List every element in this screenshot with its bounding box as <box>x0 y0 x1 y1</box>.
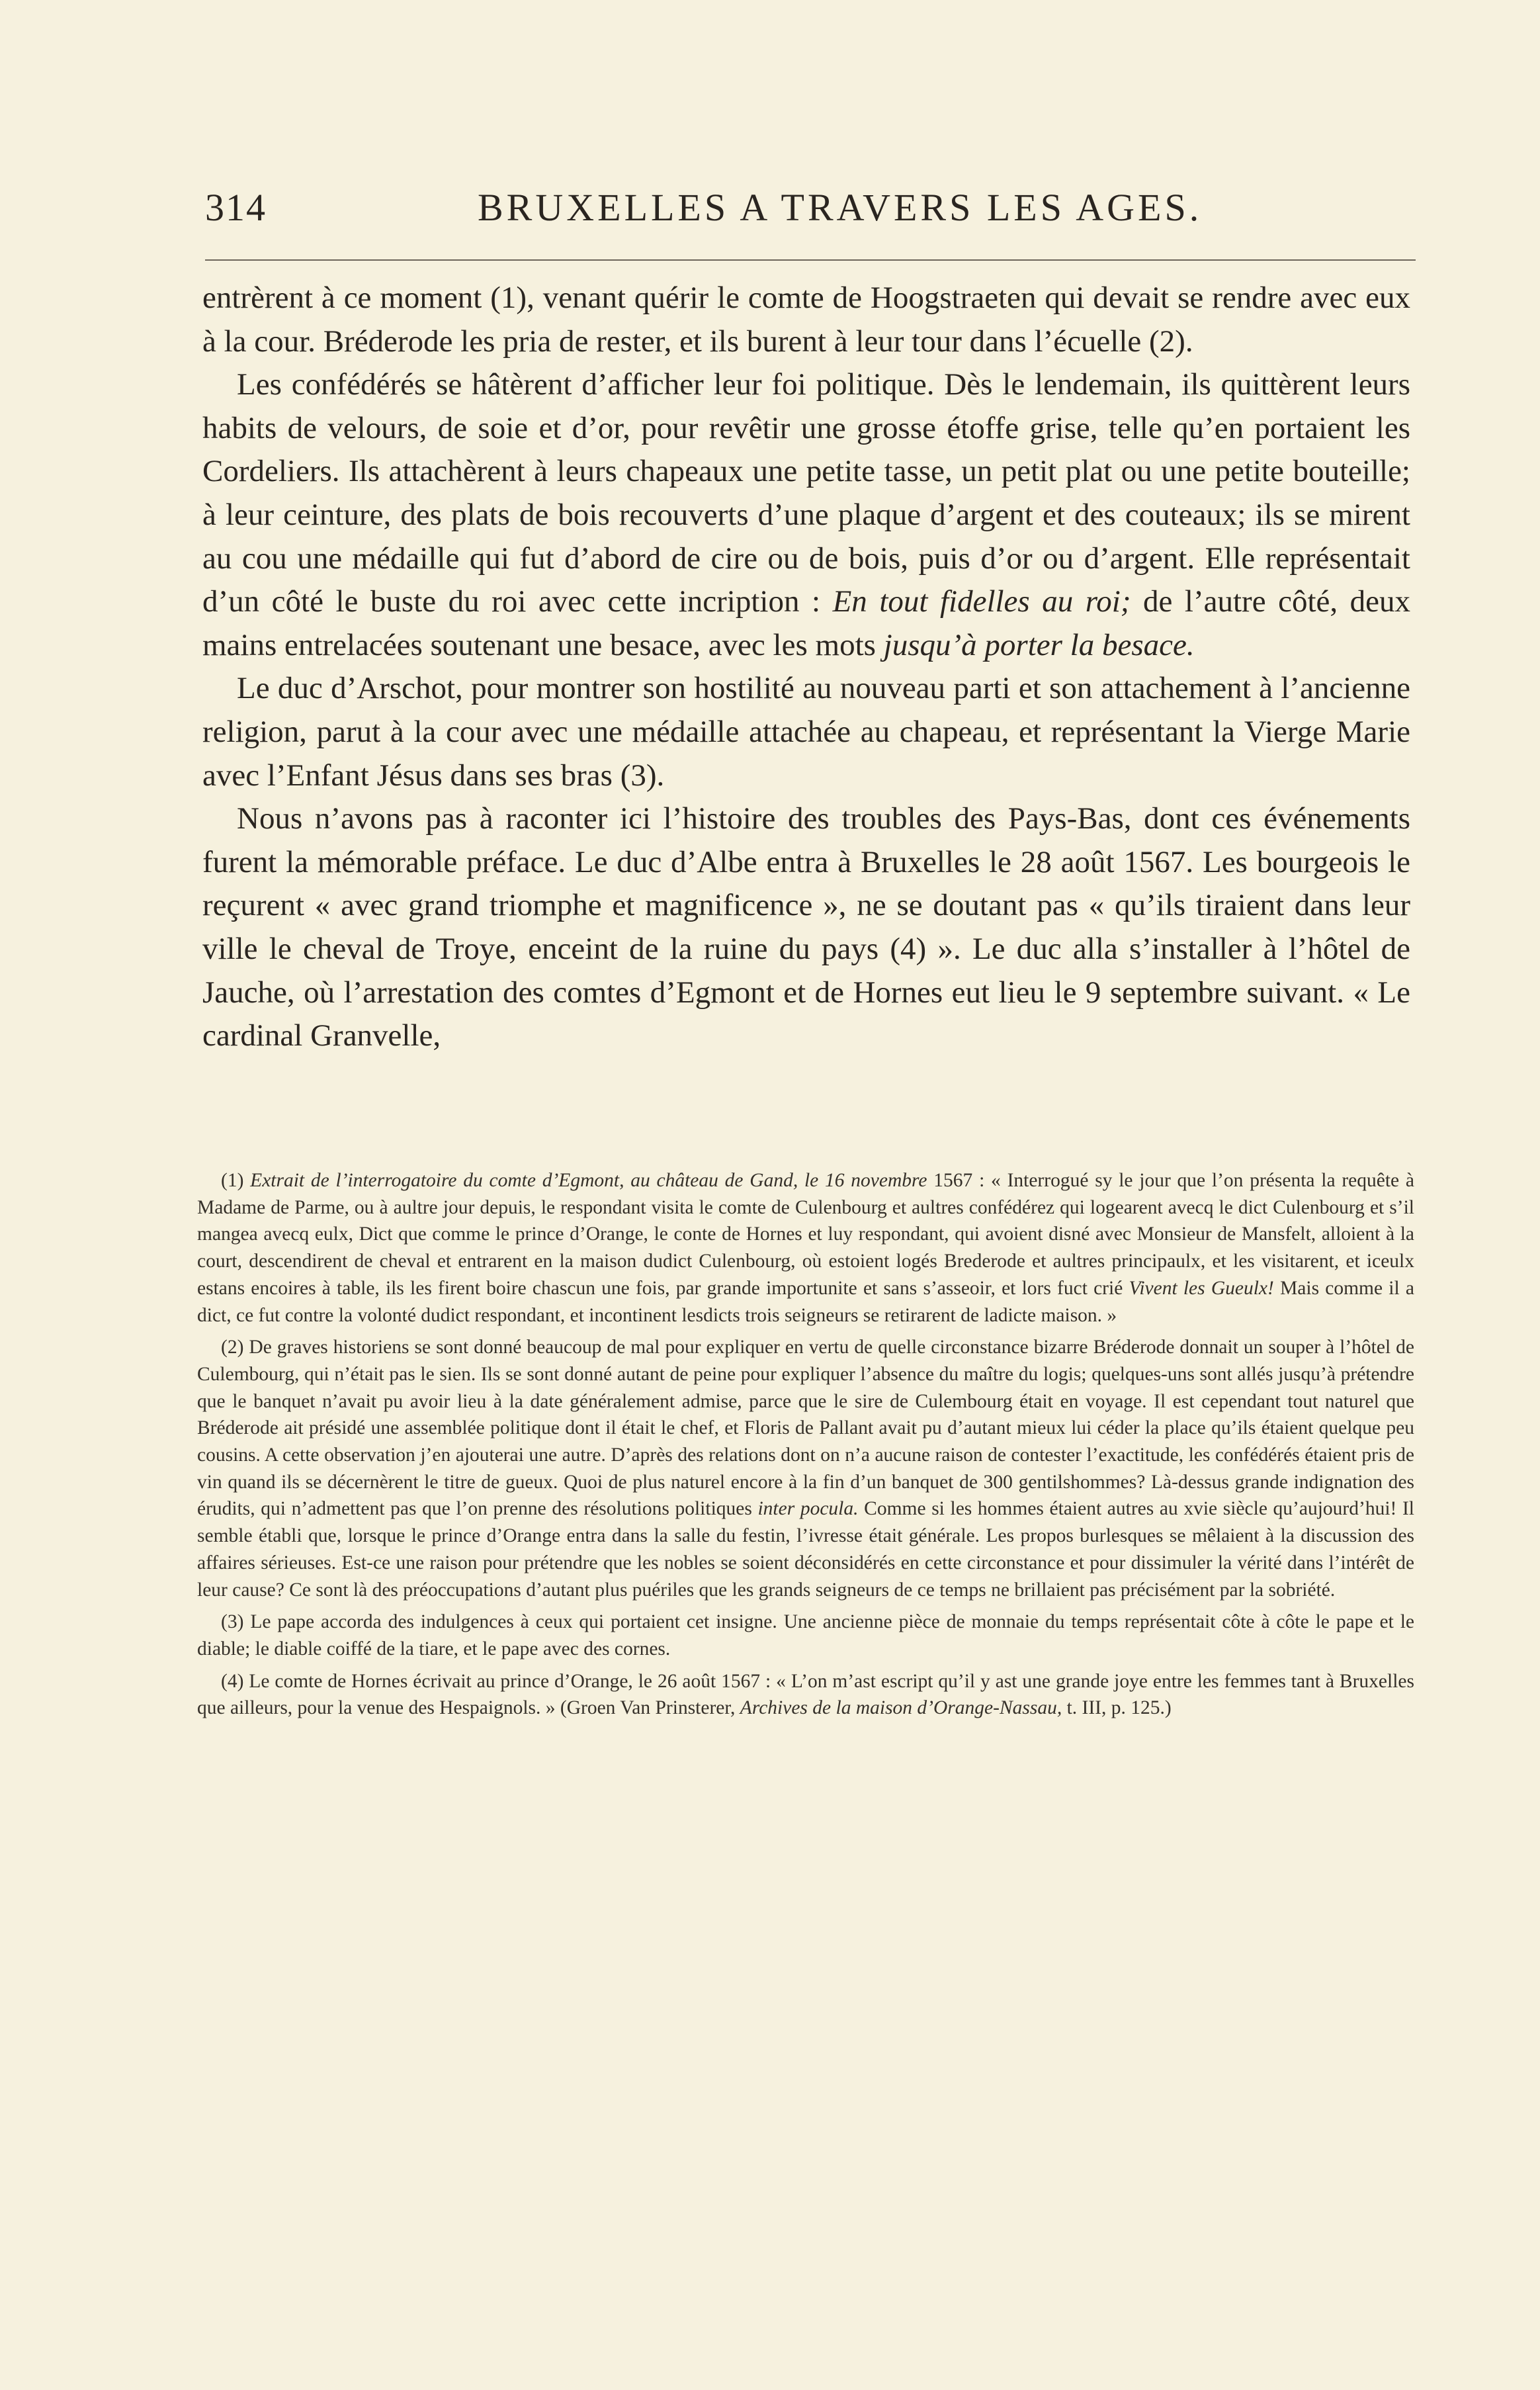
footnote <box>197 1167 1414 1329</box>
italic-text: inter pocula. <box>757 1498 859 1520</box>
italic-text: Archives de la maison d’Orange-Nassau, <box>740 1697 1062 1719</box>
body-paragraph <box>202 667 1410 797</box>
text-run: Comme si les hommes étaient autres au xvie siècle qu’aujourd’hui! Il semble établi que, lorsque le prince d’Orange entra dans la salle du festin, l’ivresse était générale. Les propos burlesques se mêlaient à la discussion des affaires sérieuses. Est-ce une raison pour prétendre que les nobles se soient déconsidérés en cette circonstance et pour dissimuler la vérité dans l’intérêt de leur cause? Ce sont là des préoccupations d’autant plus puériles que les grands seigneurs de ce temps ne brillaient pas précisément par la sobriété. <box>197 1498 1414 1601</box>
text-run: t. III, p. 125.) <box>1062 1697 1172 1719</box>
running-title: BRUXELLES A TRAVERS LES AGES. <box>478 186 1203 229</box>
page-number: 314 <box>205 186 267 229</box>
body-paragraph <box>202 363 1410 667</box>
italic-text: En tout fidelles au roi; <box>832 584 1131 619</box>
text-run: 1567 : « Interrogué sy le jour que l’on présenta la requête à Madame de Parme, ou à aultre jour depuis, le respondant visita le comte de Culenbourg et aultres confédérez qui logearent avecq le dict Culenbourg et s’il mangea avecq eulx, Dict que comme le prince d’Orange, le conte de Hornes et luy respondant, qui avoient disné avec Monsieur de Mansfelt, alloient à la court, descendirent de cheval et entrarent en la maison dudict Culenbourg, où estoient logés Brederode et aultres principaulx, et les visitarent, et iceulx estans encoires à table, ils les firent boire chascun une fois, par grande importunite et sans s’asseoir, et lors fuct crié <box>197 1170 1414 1299</box>
text-run: Nous n’avons pas à raconter ici l’histoire des troubles des Pays-Bas, dont ces événements furent la mémorable préface. Le duc d’Albe entra à Bruxelles le 28 août 1567. Les bourgeois le reçurent « avec grand triomphe et magnificence », ne se doutant pas « qu’ils tiraient dans leur ville le cheval de Troye, enceint de la ruine du pays (4) ». Le duc alla s’installer à l’hôtel de Jauche, où l’arrestation des comtes d’Egmont et de Hornes eut lieu le 9 septembre suivant. « Le cardinal Granvelle, <box>202 801 1410 1053</box>
page-header <box>205 179 1416 238</box>
italic-text: Vivent les Gueulx! <box>1129 1277 1274 1299</box>
text-run: (3) Le pape accorda des indulgences à ceux qui portaient cet insigne. Une ancienne pièce de monnaie du temps représentait côte à côte le pape et le diable; le diable coiffé de la tiare, et le pape avec des cornes. <box>197 1611 1414 1660</box>
text-run: de l’autre côté, deux mains entrelacées soutenant une besace, avec les mots <box>202 584 1410 662</box>
body-paragraph <box>202 797 1410 1058</box>
text-run: (2) De graves historiens se sont donné beaucoup de mal pour expliquer en vertu de quelle circonstance bizarre Bréderode donnait un souper à l’hôtel de Culembourg, qui n’était pas le sien. Ils se sont donné autant de peine pour expliquer l’absence du maître du logis; quelques-uns sont allés jusqu’à prétendre que le banquet n’avait pu avoir lieu à la date généralement admise, parce que le sire de Culembourg était en voyage. Il est cependant tout naturel que Bréderode ait présidé une assemblée politique dont il était le chef, et Floris de Pallant avait pu d’autant mieux lui céder la place qu’ils étaient quelque peu cousins. A cette observation j’en ajouterai une autre. D’après des relations dont on n’a aucune raison de contester l’exactitude, les confédérés étaient pris de vin quand ils se décernèrent le titre de gueux. Quoi de plus naturel encore à la fin d’un banquet de 300 gentilshommes? Là-dessus grande indignation des érudits, qui n’admettent pas que l’on prenne des résolutions politiques <box>197 1337 1414 1520</box>
footnote <box>197 1668 1414 1722</box>
footnote <box>197 1334 1414 1603</box>
footnote <box>197 1609 1414 1662</box>
text-run: (1) <box>221 1170 251 1191</box>
text-run: Le duc d’Arschot, pour montrer son hostilité au nouveau parti et son attachement à l’ancienne religion, parut à la cour avec une médaille attachée au chapeau, et représentant la Vierge Marie avec l’Enfant Jésus dans ses bras (3). <box>202 671 1410 793</box>
text-run: entrèrent à ce moment (1), venant quérir le comte de Hoogstraeten qui devait se rendre avec eux à la cour. Bréderode les pria de rester, et ils burent à leur tour dans l’écuelle (2). <box>202 281 1410 359</box>
text-run: Mais comme il a dict, ce fut contre la volonté dudict respondant, et incontinent lesdicts trois seigneurs se retirarent de ladicte maison. » <box>197 1277 1414 1326</box>
main-text <box>202 277 1410 1058</box>
text-run: Les confédérés se hâtèrent d’afficher leur foi politique. Dès le lendemain, ils quittèrent leurs habits de velours, de soie et d’or, pour revêtir une grosse étoffe grise, telle qu’en portaient les Cordeliers. Ils attachèrent à leurs chapeaux une petite tasse, un petit plat ou une petite bouteille; à leur ceinture, des plats de bois recouverts d’une plaque d’argent et des couteaux; ils se mirent au cou une médaille qui fut d’abord de cire ou de bois, puis d’or ou d’argent. Elle représentait d’un côté le buste du roi avec cette incription : <box>202 367 1410 619</box>
italic-text: jusqu’à porter la besace. <box>883 627 1195 662</box>
body-paragraph <box>202 277 1410 363</box>
footnotes <box>197 1167 1414 1727</box>
text-run: (4) Le comte de Hornes écrivait au prince d’Orange, le 26 août 1567 : « L’on m’ast escript qu’il y ast une grande joye entre les femmes tant à Bruxelles que ailleurs, pour la venue des Hespaignols. » (Groen Van Prinsterer, <box>197 1670 1414 1719</box>
italic-text: Extrait de l’interrogatoire du comte d’Egmont, au château de Gand, le 16 novembre <box>250 1170 927 1191</box>
header-rule <box>205 259 1416 261</box>
